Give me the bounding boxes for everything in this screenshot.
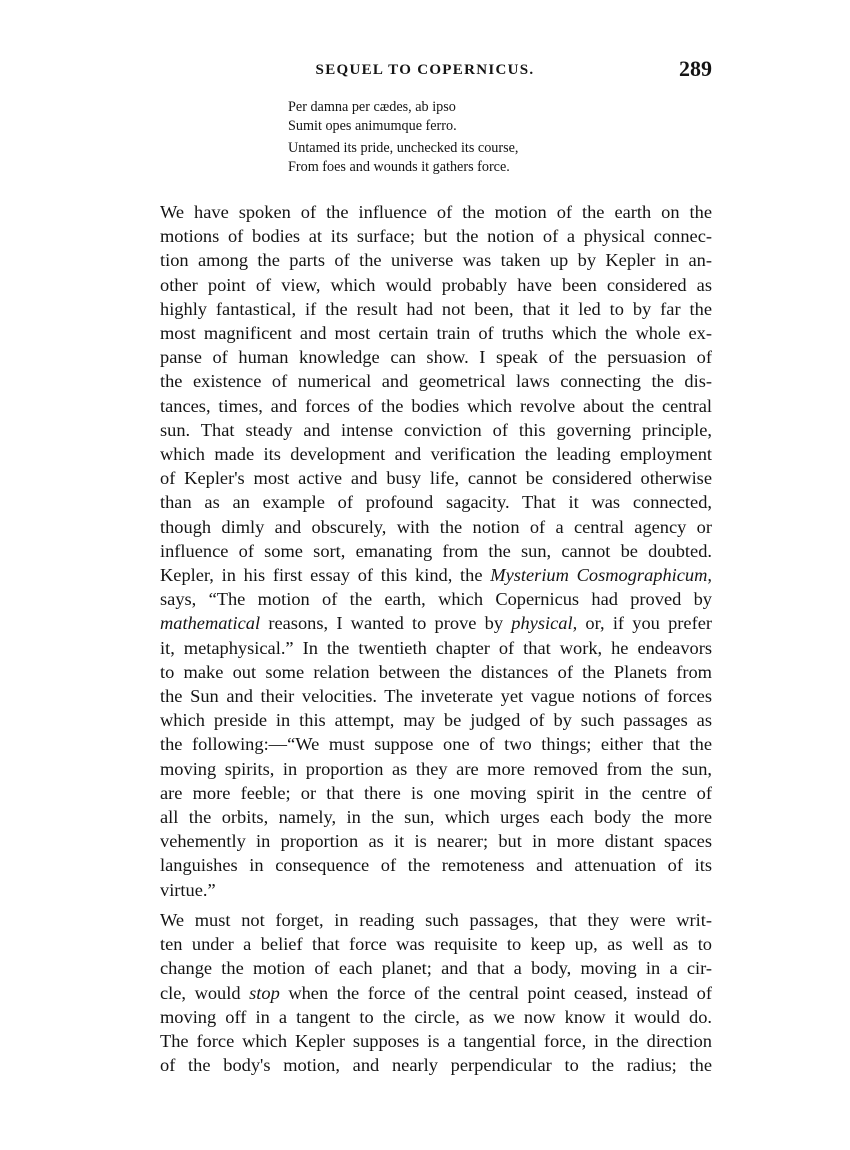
body-text (138, 200, 712, 1077)
text-line: moving off in a tangent to the circle, as we now know it would do. (160, 1006, 712, 1027)
text-run: cle, would (160, 982, 250, 1003)
text-line: of Kepler's most active and busy life, cannot be considered otherwise (160, 468, 712, 489)
text-line: We have spoken of the influence of the motion of the earth on the (160, 202, 712, 222)
text-line: though dimly and obscurely, with the notion of a central agency or (160, 516, 712, 537)
running-head: SEQUEL TO COPERNICUS. (315, 62, 535, 78)
text-run: Kepler, in his first essay of this kind, the (160, 565, 491, 586)
text-line: the existence of numerical and geometrical laws connecting the dis- (160, 371, 712, 392)
page-header (138, 56, 712, 90)
text-line: says, “The motion of the earth, which Copernicus had proved by (160, 589, 712, 610)
text-line: influence of some sort, emanating from the sun, cannot be doubted. (160, 540, 712, 561)
text-line: panse of human knowledge can show. I speak of the persuasion of (160, 347, 712, 368)
book-page (138, 56, 712, 1116)
emphasis-stop: stop (249, 982, 280, 1003)
epigraph (288, 98, 712, 176)
text-line: than as an example of profound sagacity. That it was connected, (160, 492, 712, 513)
text-run: or, if you prefer (577, 613, 712, 634)
text-line: it, metaphysical.” In the twentieth chapter of that work, he endeavors (160, 637, 712, 658)
text-line: vehemently in proportion as it is nearer; but in more distant spaces (160, 831, 712, 852)
text-line: most magnificent and most certain train of truths which the whole ex- (160, 323, 712, 344)
book-title-mysterium: Mysterium Cosmographicum, (490, 565, 713, 586)
text-line: ten under a belief that force was requisite to keep up, as well as to (160, 934, 712, 955)
text-line: highly fantastical, if the result had not been, that it led to by far the (160, 298, 712, 319)
epigraph-line: From foes and wounds it gathers force. (288, 158, 510, 175)
text-line: motions of bodies at its surface; but the notion of a physical connec- (160, 226, 712, 247)
text-line: other point of view, which would probably have been considered as (160, 274, 712, 295)
text-line: We must not forget, in reading such passages, that they were writ- (160, 909, 712, 930)
text-line: are more feeble; or that there is one moving spirit in the centre of (160, 782, 712, 803)
text-line: which preside in this attempt, may be judged of by such passages as (160, 710, 712, 731)
text-line: tion among the parts of the universe was taken up by Kepler in an- (160, 250, 712, 271)
epigraph-line: Sumit opes animumque ferro. (288, 117, 457, 134)
text-run: reasons, I wanted to prove by (260, 613, 512, 634)
text-line: change the motion of each planet; and that a body, moving in a cir- (160, 958, 712, 979)
text-line: tances, times, and forces of the bodies which revolve about the central (160, 395, 712, 416)
text-line: moving spirits, in proportion as they are more removed from the sun, (160, 758, 712, 779)
text-line (138, 981, 712, 1005)
text-line: all the orbits, namely, in the sun, which urges each body the more (160, 807, 712, 828)
epigraph-english (288, 139, 712, 176)
text-run: when the force of the central point ceased, instead of (279, 982, 712, 1003)
emphasis-physical: physical, (511, 613, 578, 634)
text-line (138, 563, 712, 587)
epigraph-line: Per damna per cædes, ab ipso (288, 99, 456, 115)
text-line (138, 611, 712, 635)
text-line: sun. That steady and intense conviction of this governing principle, (160, 419, 712, 440)
epigraph-line: Untamed its pride, unchecked its course, (288, 140, 519, 156)
paragraph-1 (138, 200, 712, 902)
page-number: 289 (679, 56, 712, 81)
text-line: which made its development and verification the leading employment (160, 444, 712, 465)
text-line: virtue.” (160, 879, 216, 900)
text-line: to make out some relation between the distances of the Planets from (160, 661, 712, 682)
text-line: The force which Kepler supposes is a tangential force, in the direction (160, 1030, 712, 1051)
epigraph-latin (288, 98, 712, 135)
emphasis-mathematical: mathematical (160, 613, 261, 634)
text-line: of the body's motion, and nearly perpendicular to the radius; the (160, 1055, 712, 1076)
text-line: the following:—“We must suppose one of two things; either that the (160, 734, 712, 755)
text-line: languishes in consequence of the remoteness and attenuation of its (160, 855, 712, 876)
text-line: the Sun and their velocities. The inveterate yet vague notions of forces (160, 686, 712, 707)
paragraph-2 (138, 908, 712, 1077)
